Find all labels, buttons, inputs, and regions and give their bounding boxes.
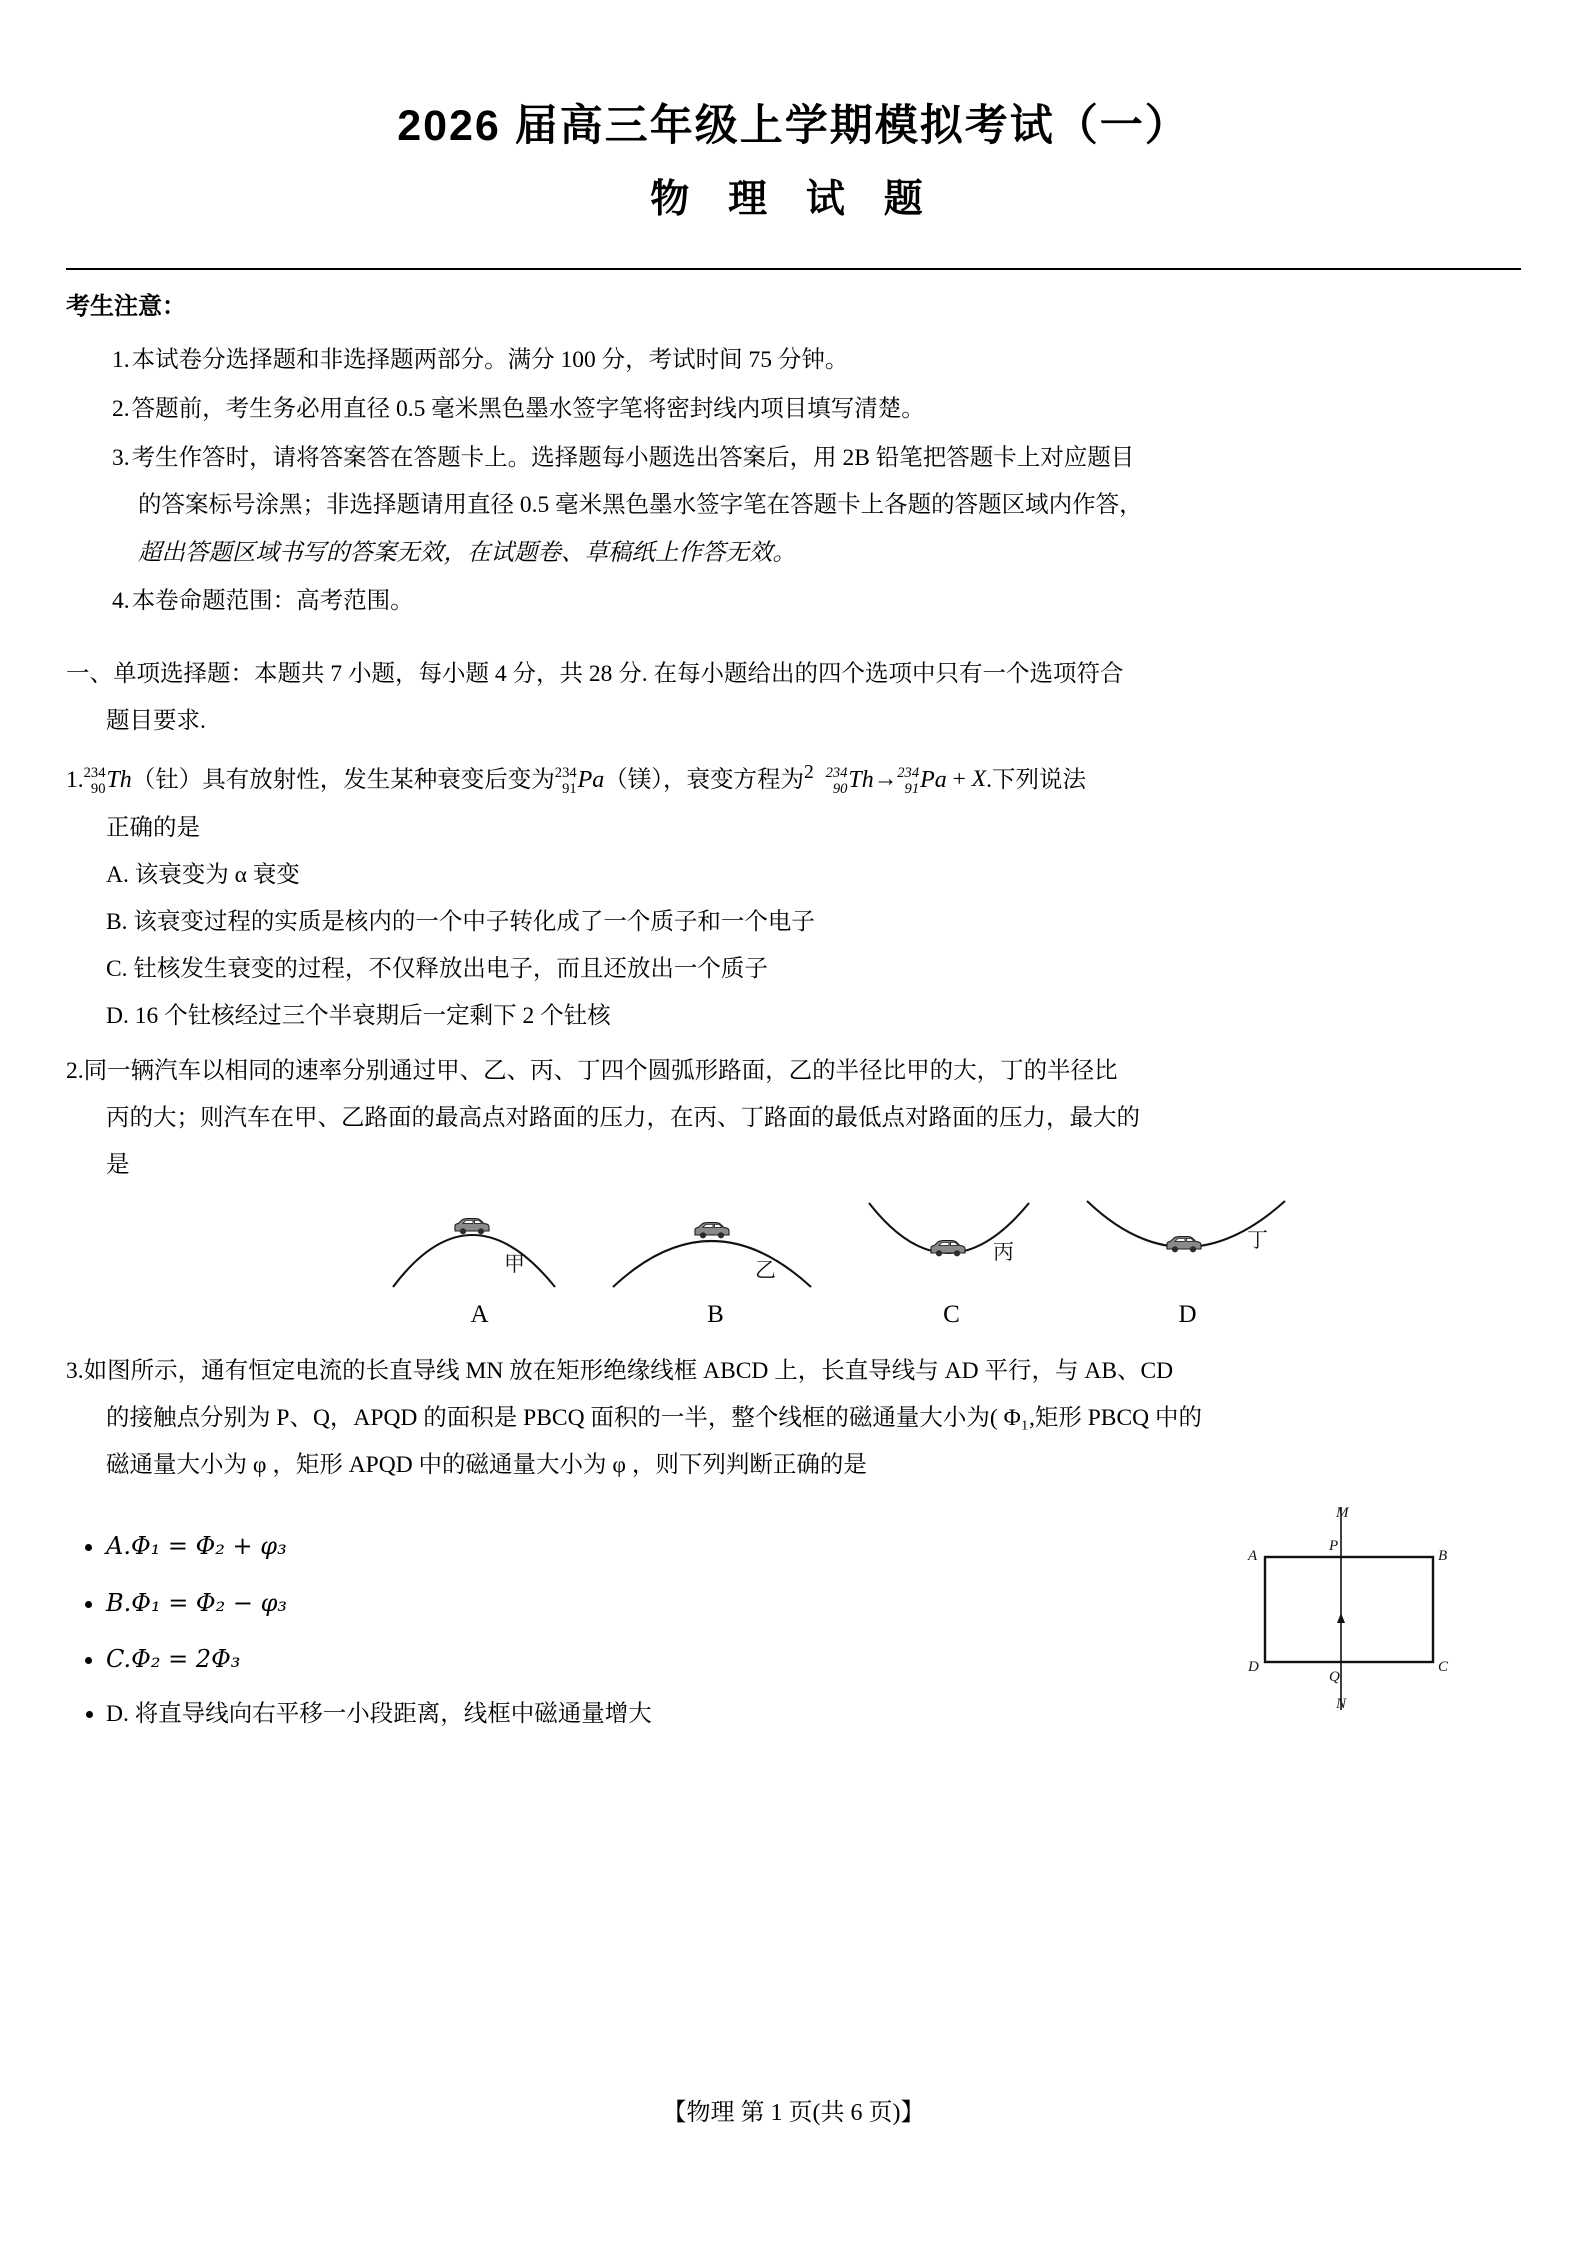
car-wheel-front: [1171, 1246, 1177, 1252]
question-1: [66, 753, 1521, 1040]
question-3: [66, 1348, 1521, 1489]
notice-item-4-number: 4.: [112, 587, 130, 614]
section-heading-line2: 题目要求.: [106, 707, 206, 734]
footer-text: 【物理 第 1 页(共 6 页)】: [662, 2100, 925, 2126]
atomic-number: 90: [90, 780, 106, 797]
notice-item-1-text: 本试卷分选择题和非选择题两部分。满分 100 分，考试时间 75 分钟。: [131, 346, 849, 373]
notice-item-3-number: 3.: [112, 444, 130, 471]
road-cn-label: 甲: [503, 1251, 525, 1276]
question-1-stem-pre: （钍）具有放射性，发生某种衰变后变为: [131, 766, 555, 793]
question-3-number: 3.: [66, 1357, 84, 1384]
question-3-line3: 磁通量大小为 φ ，矩形 APQD 中的磁通量大小为 φ ，则下列判断正确的是: [106, 1451, 867, 1478]
notice-item-2-text: 答题前，考生务必用直径 0.5 毫米黑色墨水签字笔将密封线内项目填写清楚。: [131, 395, 925, 422]
arrow-glyph: →: [873, 766, 898, 793]
car-wheel-front: [935, 1250, 941, 1256]
notice-item-3-line2: 的答案标号涂黑；非选择题请用直径 0.5 毫米黑色墨水签字笔在答题卡上各题的答题区域内作答，: [138, 491, 1143, 518]
label-q: Q: [1329, 1668, 1340, 1685]
atomic-number: 91: [562, 780, 577, 797]
question-3-figure: [1221, 1495, 1521, 1733]
label-p: P: [1329, 1537, 1339, 1554]
question-2-line1: 同一辆汽车以相同的速率分别通过甲、乙、丙、丁四个圆弧形路面，乙的半径比甲的大，丁的半径比: [83, 1057, 1118, 1084]
road-figure-b: [607, 1199, 825, 1340]
element-symbol: Pa: [920, 767, 947, 794]
concave-road-small-svg: [843, 1199, 1061, 1289]
question-2-figure: [66, 1199, 1521, 1340]
question-1-stem-post: .下列说法: [986, 766, 1086, 793]
label-m: M: [1336, 1504, 1349, 1521]
road-cn-label: 丁: [1246, 1227, 1268, 1252]
section-heading: [66, 651, 1521, 745]
notice-item-4: [66, 578, 1521, 625]
notice-item-1: [66, 337, 1521, 384]
label-n: N: [1336, 1695, 1347, 1712]
element-symbol: Th: [848, 767, 874, 794]
road-figure-d: [1079, 1199, 1297, 1340]
road-letter-b: B: [707, 1300, 724, 1328]
concave-road-large-svg: [1079, 1199, 1297, 1289]
label-a: A: [1248, 1547, 1258, 1564]
nuclide-protactinium-234: [555, 757, 604, 805]
car-wheel-rear: [477, 1228, 483, 1234]
notice-item-3-line3: 超出答题区域书写的答案无效，在试题卷、草稿纸上作答无效。: [138, 537, 796, 566]
question-2: [66, 1048, 1521, 1189]
road-arc: [393, 1235, 555, 1287]
mass-number: 234: [825, 765, 848, 782]
question-3-line2: 的接触点分别为 P、Q，APQD 的面积是 PBCQ 面积的一半，整个线框的磁通量大小为( Φ₁,矩形 PBCQ 中的: [106, 1404, 1202, 1431]
notice-item-4-text: 本卷命题范围：高考范围。: [131, 587, 414, 614]
car-icon: [1167, 1237, 1201, 1253]
nuclide-indices: [84, 766, 106, 797]
notice-list: [66, 337, 1521, 625]
label-b: B: [1438, 1547, 1448, 1564]
decay-equation: [814, 765, 987, 797]
question-2-stem: [66, 1048, 1521, 1095]
atomic-number: 91: [904, 780, 920, 797]
question-1-options: [66, 852, 1521, 1040]
car-wheel-rear: [717, 1232, 723, 1238]
option-c[interactable]: • C.Φ₂ = 2Φ₃: [106, 1631, 1221, 1687]
question-1-number: 1.: [66, 766, 84, 793]
section-heading-line1: 一、单项选择题：本题共 7 小题，每小题 4 分，共 28 分. 在每小题给出的四个选项中只有一个选项符合: [66, 660, 1124, 687]
car-icon: [455, 1219, 489, 1235]
question-3-stem: [66, 1348, 1521, 1395]
mass-number: 234: [554, 765, 577, 782]
car-wheel-front: [459, 1228, 465, 1234]
notice-item-3: [66, 435, 1521, 576]
question-3-line1: 如图所示，通有恒定电流的长直导线 MN 放在矩形绝缘线框 ABCD 上，长直导线与 AD 平行，与 AB、CD: [83, 1357, 1174, 1384]
document-body: [66, 270, 1521, 1766]
notice-item-3-text: 考生作答时，请将答案答在答题卡上。选择题每小题选出答案后，用 2B 铅笔把答题卡上对应题目: [131, 444, 1135, 471]
equation-right-nuclide: [897, 757, 946, 805]
plus-glyph: +: [952, 766, 966, 793]
mass-number: 234: [897, 765, 920, 782]
option-a[interactable]: A. 该衰变为 α 衰变: [106, 861, 300, 888]
car-icon: [695, 1223, 729, 1239]
convex-road-large-svg: [607, 1199, 825, 1289]
nuclide-thorium-234: [84, 757, 132, 805]
option-c[interactable]: C. 钍核发生衰变的过程，不仅释放出电子，而且还放出一个质子: [106, 955, 768, 982]
car-wheel-rear: [1189, 1246, 1195, 1252]
page-title: 2026 届高三年级上学期模拟考试（一）: [397, 102, 1190, 150]
question-2-line3: 是: [106, 1151, 130, 1178]
road-cn-label: 乙: [754, 1257, 776, 1282]
nuclide-indices: [555, 766, 577, 797]
option-a[interactable]: • A.Φ₁ = Φ₂ + φ₃: [106, 1518, 1221, 1574]
car-windows: [939, 1242, 958, 1245]
wire-loop-diagram-svg: [1221, 1501, 1511, 1716]
nuclide-indices: [826, 766, 848, 797]
element-symbol: Th: [106, 767, 132, 794]
car-wheel-rear: [953, 1250, 959, 1256]
notice-item-1-number: 1.: [112, 346, 130, 373]
loop-abcd: [1265, 1557, 1433, 1662]
question-3-options: [66, 1518, 1221, 1742]
question-3-body: [66, 1495, 1521, 1766]
option-b[interactable]: B. 该衰变过程的实质是核内的一个中子转化成了一个质子和一个电子: [106, 908, 815, 935]
label-c: C: [1438, 1658, 1449, 1675]
page-footer: [0, 2092, 1587, 2127]
label-d: D: [1248, 1658, 1259, 1675]
page-subtitle: 物 理 试 题: [650, 177, 937, 221]
question-1-stem: [66, 753, 1521, 805]
car-windows: [463, 1220, 482, 1223]
convex-road-small-svg: [371, 1199, 589, 1289]
current-arrow-icon: [1337, 1613, 1345, 1623]
road-letter-a: A: [470, 1300, 489, 1328]
notice-item-2: [66, 386, 1521, 433]
option-d[interactable]: • D. 将直导线向右平移一小段距离，线框中磁通量增大: [106, 1687, 1221, 1742]
question-1-stem-sup: 2: [804, 761, 814, 783]
option-b[interactable]: • B.Φ₁ = Φ₂ − φ₃: [106, 1575, 1221, 1631]
title-block: [0, 0, 1587, 224]
question-1-stem-mid: （镁），衰变方程为: [604, 766, 805, 793]
atomic-number: 90: [832, 780, 848, 797]
equation-left-nuclide: [826, 757, 874, 805]
road-letter-c: C: [943, 1300, 960, 1328]
road-figure-a: [371, 1199, 589, 1340]
road-cn-label: 丙: [992, 1239, 1014, 1264]
road-letter-d: D: [1178, 1300, 1197, 1328]
unknown-particle: X: [971, 766, 987, 793]
question-2-number: 2.: [66, 1057, 84, 1084]
notice-heading: 考生注意：: [66, 292, 186, 320]
car-windows: [1175, 1238, 1194, 1241]
question-1-stem-line2: 正确的是: [106, 814, 200, 841]
car-windows: [703, 1224, 722, 1227]
mass-number: 234: [83, 765, 106, 782]
nuclide-indices: [897, 766, 919, 797]
notice-item-2-number: 2.: [112, 395, 130, 422]
car-wheel-front: [699, 1232, 705, 1238]
road-arc: [613, 1241, 811, 1287]
option-d[interactable]: D. 16 个钍核经过三个半衰期后一定剩下 2 个钍核: [106, 1002, 611, 1029]
question-2-line2: 丙的大；则汽车在甲、乙路面的最高点对路面的压力，在丙、丁路面的最低点对路面的压力，最大的: [106, 1104, 1140, 1131]
road-figure-c: [843, 1199, 1061, 1340]
element-symbol: Pa: [577, 767, 605, 794]
